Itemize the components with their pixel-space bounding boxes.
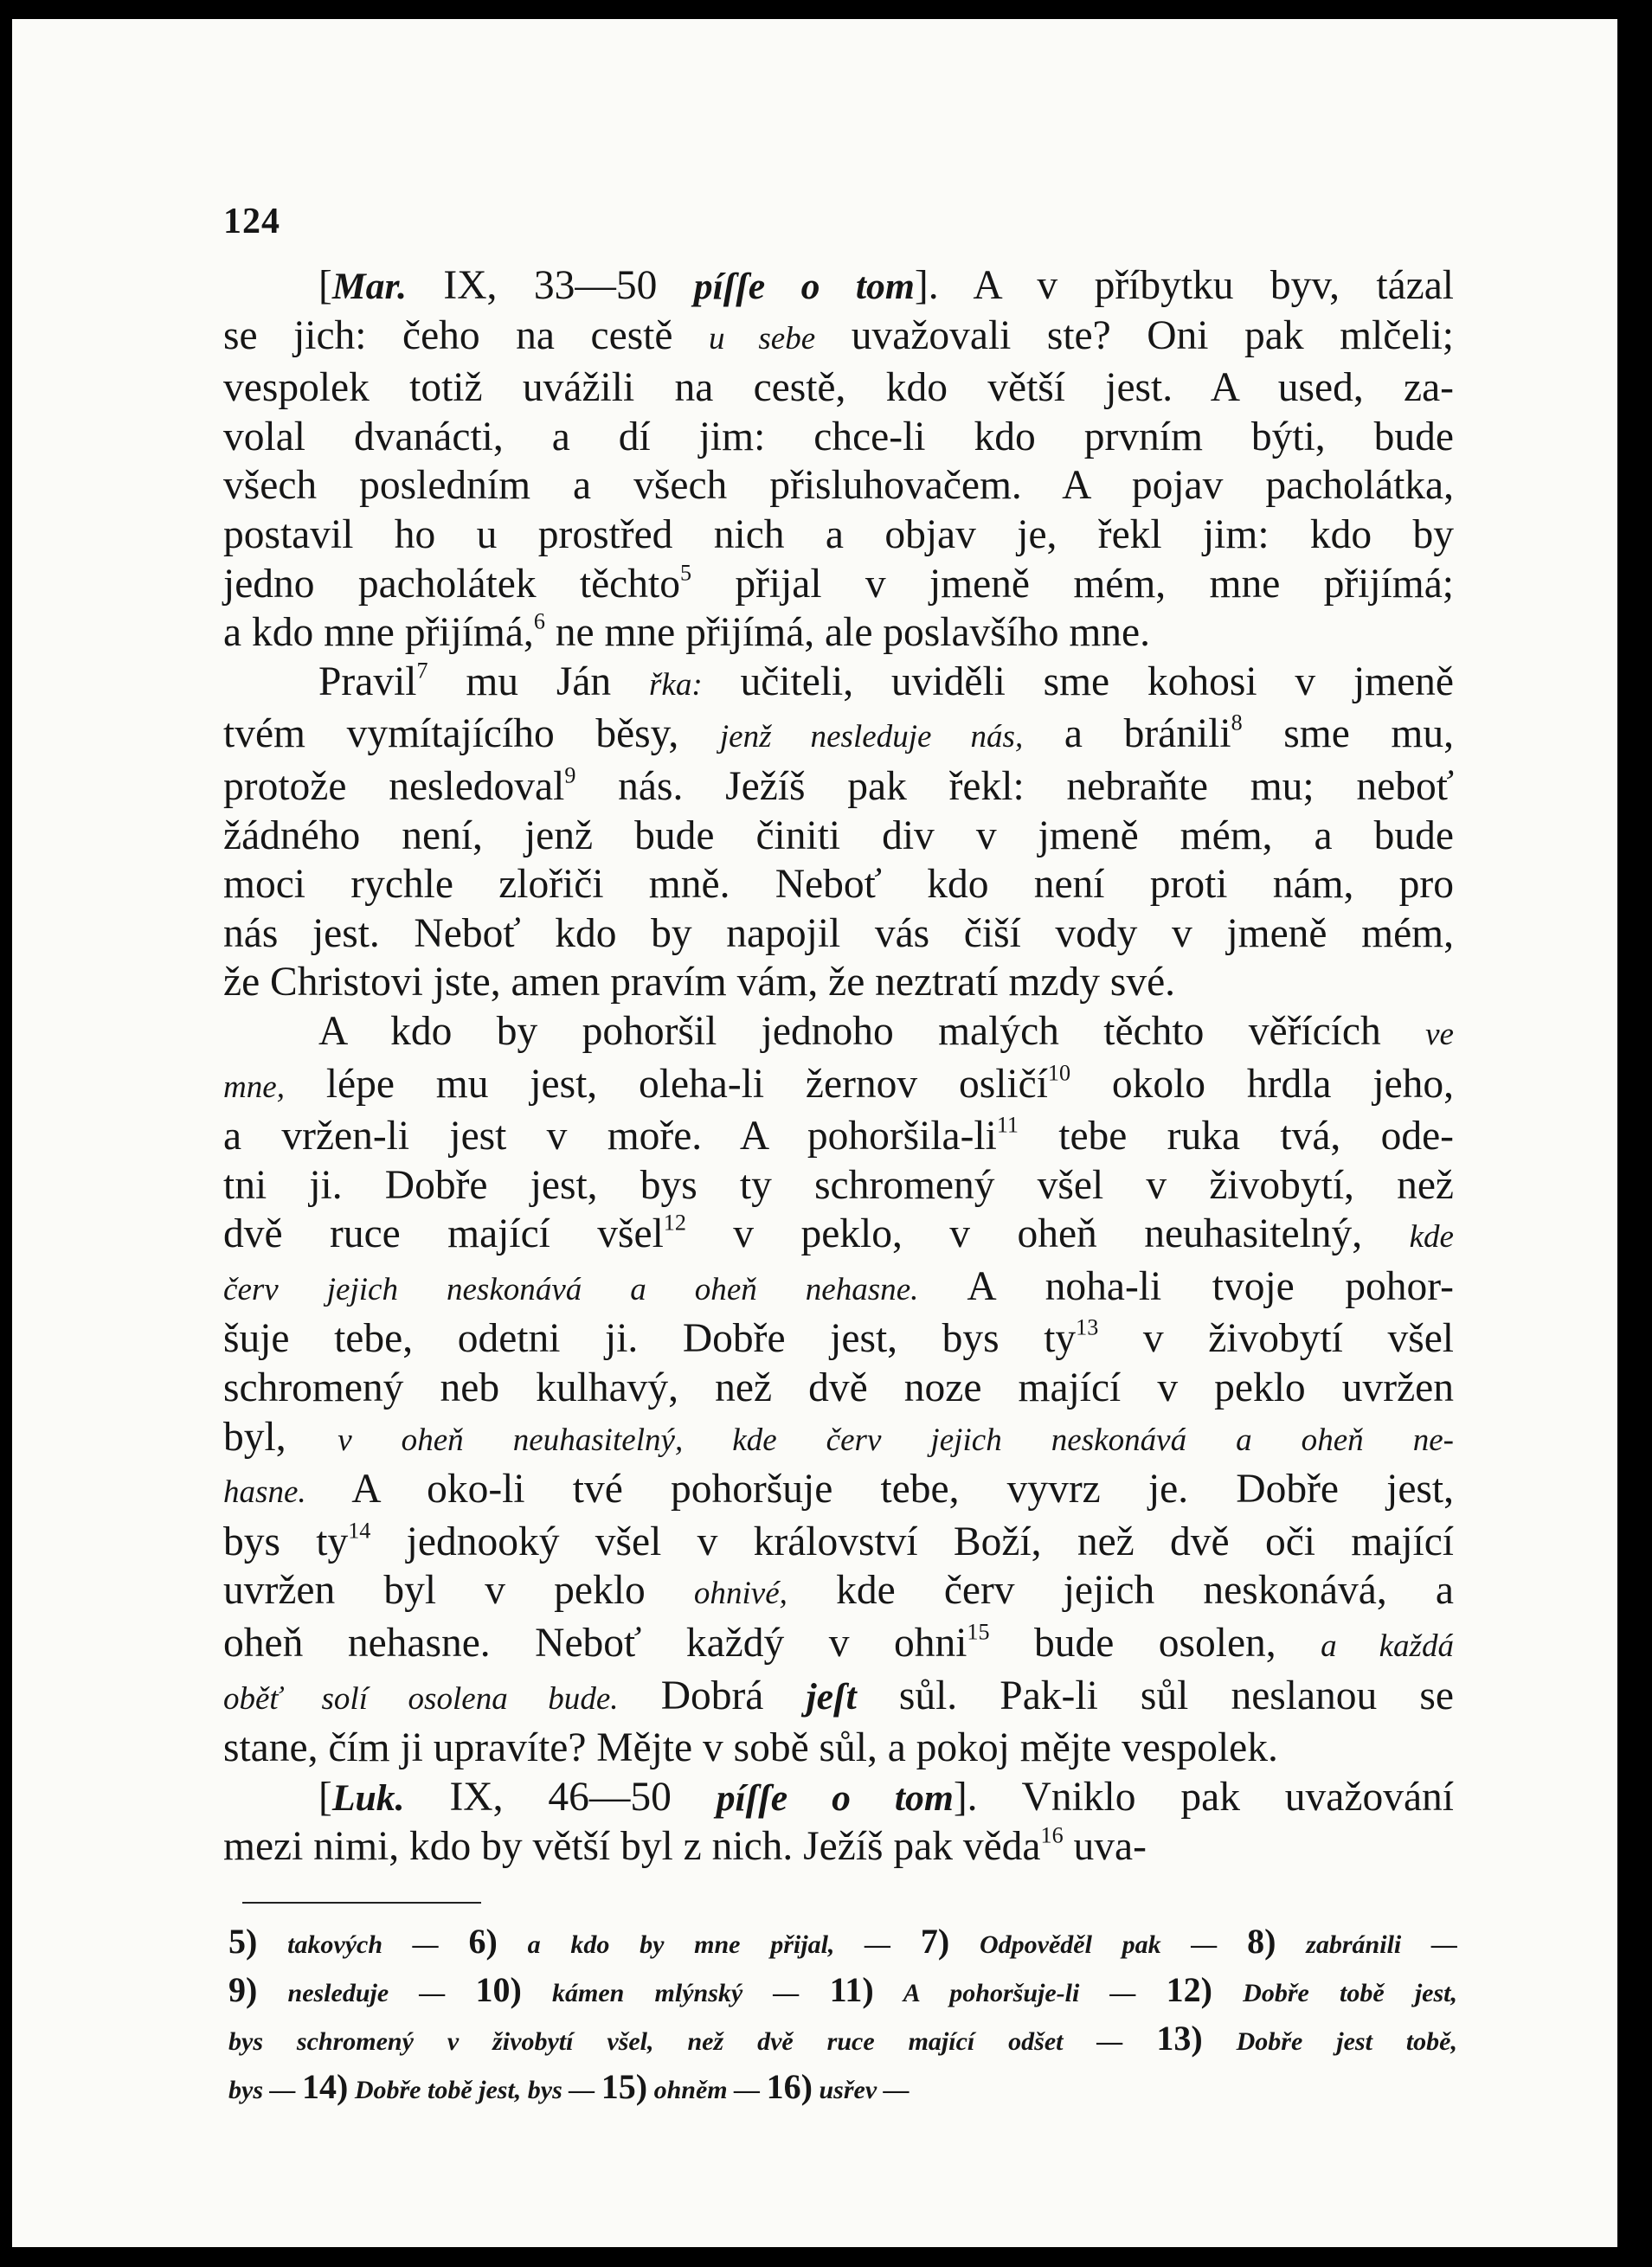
text-line: [223, 658, 1454, 710]
paragraph: [223, 658, 1454, 1007]
italic-text: červ jejich neskonává a oheň nehasne.: [223, 1271, 919, 1307]
footnote-number: 8): [1247, 1922, 1276, 1961]
footnote-ref: 6: [533, 608, 545, 634]
text-line: [223, 1619, 1454, 1672]
footnote-ref: 9: [564, 762, 576, 788]
text-run: šuje tebe, odetni ji. Dobře jest, bys ty: [223, 1316, 1077, 1362]
text-run: nás. Ježíš pak řekl: nebraňte mu; neboť: [575, 763, 1455, 809]
footnote-ref: 13: [1076, 1314, 1099, 1340]
text-run: zabránili —: [1276, 1930, 1457, 1959]
text-run: nás jest. Neboť kdo by napojil vás čiší vody v jmeně mém,: [223, 910, 1454, 956]
text-line: [223, 608, 1454, 658]
text-run: jednooký všel v království Boží, než dvě oči mající: [370, 1519, 1454, 1564]
paragraph: [223, 1773, 1454, 1872]
text-line: [223, 1465, 1454, 1518]
text-run: ]. A v příbytku byv, tázal: [914, 263, 1455, 308]
text-line: [223, 1161, 1454, 1211]
footnote-number: 14): [302, 2067, 349, 2106]
text-line: [223, 1112, 1454, 1161]
text-run: sůl. Pak-li sůl neslanou se: [856, 1673, 1454, 1718]
text-run: a kdo mne přijímá,: [223, 610, 534, 656]
italic-text: oběť solí osolena bude.: [223, 1680, 619, 1717]
footnote-line: [228, 1968, 1457, 2016]
text-run: A oko-li tvé pohoršuje tebe, vyvrz je. Dobře jest,: [305, 1467, 1454, 1512]
text-run: lépe mu jest, oleha-li žernov osličí: [284, 1061, 1048, 1107]
footnote-number: 15): [601, 2067, 648, 2106]
text-run: bude osolen,: [989, 1621, 1321, 1667]
text-run: kámen mlýnský —: [521, 1979, 830, 2007]
text-run: [: [318, 1774, 332, 1820]
text-run: stane, čím ji upravíte? Mějte v sobě sůl, a pokoj mějte vespolek.: [223, 1725, 1278, 1771]
italic-text: a každá: [1321, 1628, 1454, 1665]
text-line: [223, 1007, 1454, 1060]
text-run: se jich: čeho na cestě: [223, 312, 709, 358]
text-run: nesleduje —: [257, 1979, 476, 2007]
text-line: [223, 812, 1454, 861]
text-run: bys —: [228, 2076, 302, 2104]
gothic-text: píſſe o tom: [716, 1776, 954, 1819]
footnote-line: [228, 2065, 1457, 2113]
text-run: a bránili: [1023, 711, 1231, 757]
footnote-separator: [242, 1902, 481, 1904]
italic-text: mne,: [223, 1069, 285, 1105]
footnote-number: 5): [228, 1922, 258, 1961]
text-run: oheň nehasne. Neboť každý v ohni: [223, 1621, 967, 1667]
text-run: takových —: [257, 1930, 469, 1959]
text-run: dvě ruce mající všel: [223, 1211, 664, 1257]
gothic-text: píſſe o tom: [693, 266, 915, 307]
text-run: žádného není, jenž bude činiti div v jmeně mém, a bude: [223, 812, 1454, 858]
text-run: sme mu,: [1242, 711, 1455, 757]
text-run: bys ty: [223, 1519, 349, 1564]
text-run: ]. Vniklo pak uvažování: [953, 1774, 1455, 1820]
text-line: [223, 1314, 1454, 1364]
text-line: [223, 1262, 1454, 1315]
footnote-ref: 8: [1231, 710, 1243, 735]
text-run: Dobře tobě jest, bys —: [348, 2076, 601, 2104]
text-run: všech posledním a všech přisluhovačem. A pojav pacholátka,: [223, 463, 1454, 509]
text-run: uvažovali ste? Oni pak mlčeli;: [815, 312, 1454, 358]
italic-text: u sebe: [708, 320, 816, 356]
text-run: usřev —: [812, 2076, 910, 2104]
text-run: v živobytí všel: [1098, 1316, 1454, 1362]
footnote-number: 13): [1156, 2019, 1203, 2058]
page-number: 124: [223, 202, 280, 241]
text-line: [223, 1773, 1454, 1823]
text-line: [223, 1672, 1454, 1724]
text-line: [223, 413, 1454, 462]
footnote-ref: 12: [663, 1210, 686, 1236]
text-run: Dobře jest tobě,: [1202, 2027, 1457, 2056]
text-run: vespolek totiž uvážili na cestě, kdo větší jest. A used, za-: [223, 365, 1454, 411]
paragraph: [223, 1007, 1454, 1773]
text-line: [223, 1724, 1454, 1773]
text-run: ne mne přijímá, ale poslavšího mne.: [544, 610, 1151, 656]
footnote-line: [228, 1919, 1457, 1968]
text-line: [223, 1210, 1454, 1262]
gothic-text: jeſt: [806, 1675, 857, 1718]
text-run: Dobře tobě jest,: [1212, 1979, 1457, 2007]
italic-text: řka:: [648, 666, 703, 703]
book-page: [12, 19, 1617, 2247]
text-run: schromený neb kulhavý, než dvě noze mající v peklo uvržen: [223, 1365, 1454, 1411]
text-line: [223, 461, 1454, 511]
footnote-number: 9): [228, 1970, 258, 2009]
text-run: že Christovi jste, amen pravím vám, že neztratí mzdy své.: [223, 960, 1176, 1005]
text-line: [223, 909, 1454, 959]
text-run: uvržen byl v peklo: [223, 1568, 694, 1614]
italic-text: kde: [1409, 1219, 1454, 1256]
text-run: tvém vymítajícího běsy,: [223, 711, 720, 757]
text-run: A noha-li tvoje pohor-: [918, 1263, 1454, 1309]
text-run: IX, 33—50: [407, 263, 694, 308]
footnote-number: 7): [920, 1922, 950, 1961]
text-line: [223, 1518, 1454, 1567]
text-line: [223, 1413, 1454, 1466]
text-run: [: [318, 263, 332, 308]
text-line: [223, 710, 1454, 762]
text-run: kde červ jejich neskonává, a: [787, 1568, 1455, 1614]
body-text: [223, 261, 1454, 1872]
text-run: postavil ho u prostřed nich a objav je, řekl jim: kdo by: [223, 511, 1454, 557]
text-run: jedno pacholátek těchto: [223, 561, 680, 607]
text-run: tebe ruka tvá, ode-: [1018, 1114, 1454, 1159]
paragraph: [223, 261, 1454, 658]
text-run: mu Ján: [427, 658, 649, 704]
text-line: [223, 311, 1454, 364]
italic-text: hasne.: [223, 1474, 306, 1511]
gothic-text: Mar.: [331, 266, 408, 307]
text-run: mezi nimi, kdo by větší byl z nich. Ježíš pak věda: [223, 1824, 1041, 1870]
text-run: A pohoršuje-li —: [873, 1979, 1167, 2007]
text-run: byl,: [223, 1414, 338, 1460]
text-run: v peklo, v oheň neuhasitelný,: [685, 1211, 1410, 1257]
text-line: [223, 1566, 1454, 1619]
text-line: [223, 1822, 1454, 1872]
text-run: Dobrá: [618, 1673, 807, 1718]
footnote-ref: 10: [1047, 1059, 1071, 1085]
text-run: bys schromený v živobytí všel, než dvě ruce mající odšet —: [228, 2027, 1157, 2056]
text-run: a kdo by mne přijal, —: [497, 1930, 921, 1959]
gothic-text: Luk.: [331, 1776, 405, 1819]
text-run: Odpověděl pak —: [949, 1930, 1248, 1959]
italic-text: ohnivé,: [693, 1576, 787, 1612]
italic-text: v oheň neuhasitelný, kde červ jejich neskonává a oheň ne-: [337, 1422, 1455, 1458]
text-line: [223, 363, 1454, 413]
footnotes: [228, 1919, 1457, 2113]
italic-text: jenž nesleduje nás,: [719, 719, 1024, 755]
footnote-number: 16): [766, 2067, 813, 2106]
footnote-number: 6): [468, 1922, 498, 1961]
text-run: moci rychle zlořiči mně. Neboť kdo není proti nám, pro: [223, 862, 1454, 908]
text-run: volal dvanácti, a dí jim: chce-li kdo prvním býti, bude: [223, 414, 1454, 459]
text-run: ohněm —: [647, 2076, 767, 2104]
text-line: [223, 1364, 1454, 1413]
footnote-ref: 15: [967, 1619, 990, 1645]
footnote-ref: 14: [348, 1518, 371, 1544]
text-run: protože nesledoval: [223, 763, 565, 809]
text-run: A kdo by pohoršil jednoho malých těchto věřících: [318, 1008, 1426, 1054]
footnote-ref: 16: [1040, 1822, 1064, 1848]
footnote-ref: 7: [416, 658, 428, 684]
text-run: přijal v jmeně mém, mne přijímá;: [691, 561, 1454, 607]
text-line: [223, 860, 1454, 909]
footnote-number: 11): [829, 1970, 874, 2009]
text-line: [223, 958, 1454, 1007]
text-run: učiteli, uviděli sme kohosi v jmeně: [702, 658, 1454, 704]
text-line: [223, 511, 1454, 560]
text-run: IX, 46—50: [404, 1774, 717, 1820]
text-run: a vržen-li jest v moře. A pohoršila-li: [223, 1114, 997, 1159]
footnote-number: 12): [1166, 1970, 1212, 2009]
footnote-ref: 11: [996, 1112, 1019, 1138]
text-run: uva-: [1063, 1824, 1147, 1870]
text-run: tni ji. Dobře jest, bys ty schromený všel v živobytí, než: [223, 1162, 1454, 1208]
text-line: [223, 762, 1454, 812]
footnote-line: [228, 2016, 1457, 2065]
text-run: okolo hrdla jeho,: [1070, 1061, 1454, 1107]
footnote-number: 10): [475, 1970, 522, 2009]
text-line: [223, 1060, 1454, 1113]
text-run: Pravil: [318, 658, 417, 704]
text-line: [223, 261, 1454, 311]
footnote-ref: 5: [679, 559, 692, 585]
italic-text: ve: [1425, 1016, 1454, 1052]
text-line: [223, 560, 1454, 609]
